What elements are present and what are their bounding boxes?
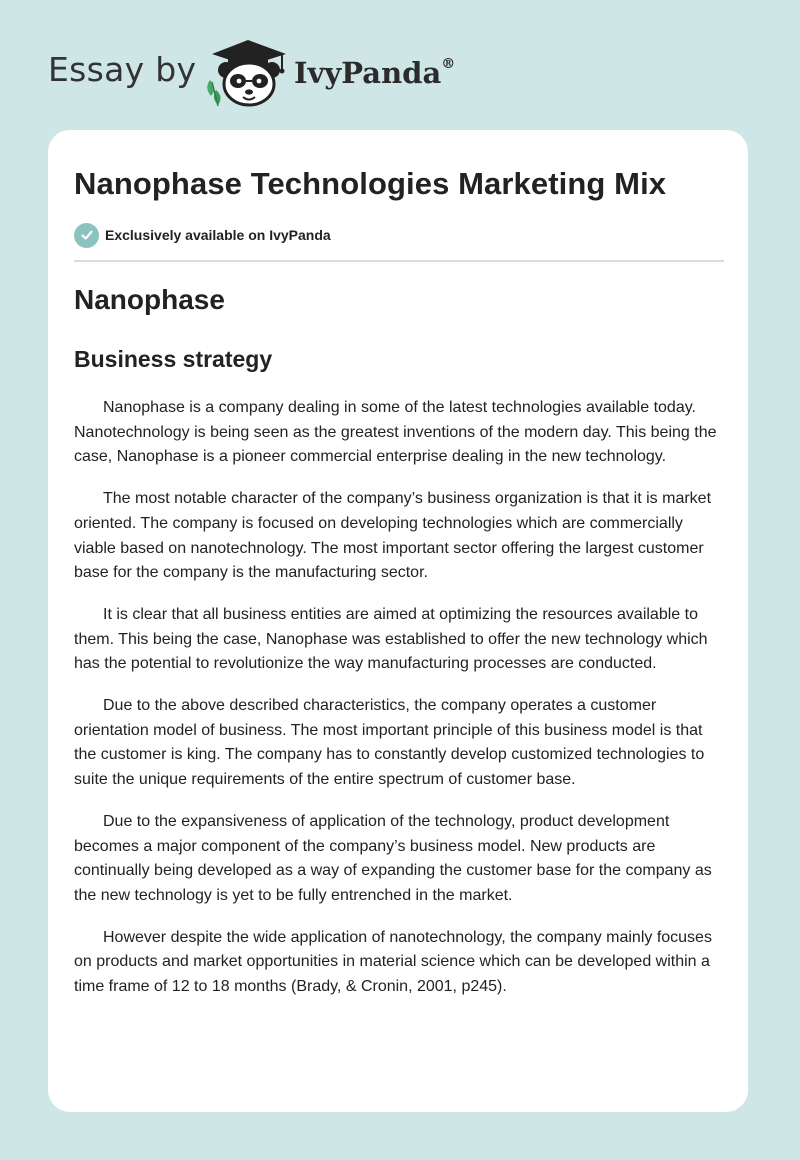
divider bbox=[74, 260, 724, 262]
essay-by-label: Essay by bbox=[48, 50, 197, 89]
subsection-title: Business strategy bbox=[74, 346, 273, 372]
paragraph: The most notable character of the company’s business organization is that it is market oriented. The company is focused on developing technologies which are commercially viable based on nanotechnology. The most important sector offering the largest customer base for the company is the manufacturing sector. bbox=[74, 490, 712, 582]
paragraph: However despite the wide application of nanotechnology, the company mainly focuses on products and market opportunities in material science which can be developed within a time frame of 12 to 18 months (Brady, & Cronin, 2001, p245). bbox=[74, 928, 712, 996]
check-icon bbox=[74, 223, 99, 248]
brand-name[interactable]: IvyPanda® bbox=[294, 56, 456, 90]
registered-mark: ® bbox=[441, 56, 456, 73]
paragraph: Nanophase is a company dealing in some of the latest technologies available today. Nanotechnology is being seen as the greatest inventions of the modern day. This being the case, Nanophase is a pioneer commercial enterprise dealing in the new technology. bbox=[74, 399, 717, 466]
essay-body bbox=[74, 396, 726, 1017]
paragraph: Due to the expansiveness of application of the technology, product development becomes a major component of the company’s business model. New products are continually being developed as a way of expanding the customer base for the company as the new technology is yet to be fully entrenched in the market. bbox=[74, 812, 712, 904]
paragraph: Due to the above described characteristics, the company operates a customer orientation model of business. The most important principle of this business model is that the customer is king. The company has to constantly develop customized technologies to suite the unique requirements of the entire spectrum of customer base. bbox=[74, 697, 705, 789]
essay-card bbox=[48, 130, 748, 1112]
section-title: Nanophase bbox=[74, 284, 225, 315]
panda-graduate-icon[interactable] bbox=[202, 36, 298, 108]
page-title: Nanophase Technologies Marketing Mix bbox=[74, 166, 667, 201]
exclusive-badge bbox=[74, 222, 331, 248]
site-header bbox=[48, 36, 508, 108]
paragraph: It is clear that all business entities are aimed at optimizing the resources available to them. This being the case, Nanophase was established to offer the new technology which has the potential to revolutionize the way manufacturing processes are conducted. bbox=[74, 605, 708, 673]
badge-text: Exclusively available on IvyPanda bbox=[105, 227, 331, 243]
